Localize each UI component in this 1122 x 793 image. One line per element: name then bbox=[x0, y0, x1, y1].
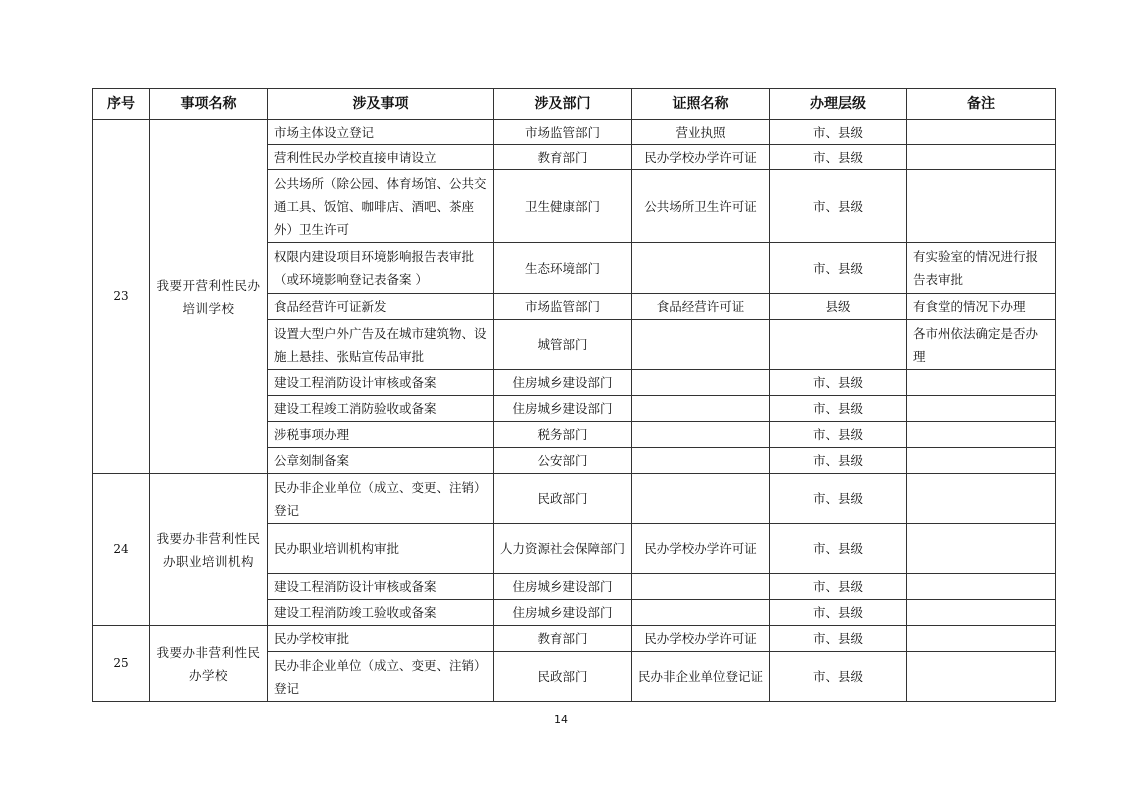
level-cell: 市、县级 bbox=[770, 626, 907, 652]
table-header-row bbox=[93, 89, 1056, 120]
cert-cell bbox=[632, 320, 770, 370]
item-cell: 食品经营许可证新发 bbox=[268, 294, 494, 320]
group-number: 24 bbox=[93, 474, 150, 626]
cert-cell bbox=[632, 396, 770, 422]
item-cell: 权限内建设项目环境影响报告表审批（或环境影响登记表备案 ） bbox=[268, 243, 494, 294]
item-cell: 建设工程消防设计审核或备案 bbox=[268, 574, 494, 600]
level-cell: 市、县级 bbox=[770, 145, 907, 170]
level-cell: 市、县级 bbox=[770, 396, 907, 422]
note-cell bbox=[907, 626, 1056, 652]
note-cell bbox=[907, 574, 1056, 600]
note-cell bbox=[907, 652, 1056, 702]
dept-cell: 教育部门 bbox=[494, 145, 632, 170]
cert-cell bbox=[632, 448, 770, 474]
group-name: 我要开营利性民办培训学校 bbox=[150, 120, 268, 474]
item-cell: 建设工程消防设计审核或备案 bbox=[268, 370, 494, 396]
dept-cell: 税务部门 bbox=[494, 422, 632, 448]
dept-cell: 市场监管部门 bbox=[494, 120, 632, 145]
header-cell: 事项名称 bbox=[150, 89, 268, 120]
dept-cell: 生态环境部门 bbox=[494, 243, 632, 294]
note-cell bbox=[907, 422, 1056, 448]
table-row bbox=[93, 474, 1056, 524]
level-cell: 市、县级 bbox=[770, 448, 907, 474]
dept-cell: 住房城乡建设部门 bbox=[494, 370, 632, 396]
level-cell: 市、县级 bbox=[770, 652, 907, 702]
note-cell bbox=[907, 600, 1056, 626]
dept-cell: 住房城乡建设部门 bbox=[494, 396, 632, 422]
note-cell bbox=[907, 170, 1056, 243]
dept-cell: 民政部门 bbox=[494, 652, 632, 702]
level-cell: 市、县级 bbox=[770, 474, 907, 524]
level-cell: 市、县级 bbox=[770, 574, 907, 600]
document-table bbox=[92, 88, 1056, 702]
cert-cell bbox=[632, 243, 770, 294]
level-cell: 市、县级 bbox=[770, 370, 907, 396]
note-cell bbox=[907, 396, 1056, 422]
item-cell: 民办非企业单位（成立、变更、注销）登记 bbox=[268, 652, 494, 702]
item-cell: 建设工程竣工消防验收或备案 bbox=[268, 396, 494, 422]
group-name: 我要办非营利性民办职业培训机构 bbox=[150, 474, 268, 626]
note-cell bbox=[907, 145, 1056, 170]
note-cell bbox=[907, 120, 1056, 145]
cert-cell: 食品经营许可证 bbox=[632, 294, 770, 320]
cert-cell bbox=[632, 422, 770, 448]
table-row bbox=[93, 626, 1056, 652]
item-cell: 建设工程消防竣工验收或备案 bbox=[268, 600, 494, 626]
table-row bbox=[93, 120, 1056, 145]
dept-cell: 民政部门 bbox=[494, 474, 632, 524]
dept-cell: 公安部门 bbox=[494, 448, 632, 474]
note-cell bbox=[907, 370, 1056, 396]
group-number: 23 bbox=[93, 120, 150, 474]
header-cell: 办理层级 bbox=[770, 89, 907, 120]
cert-cell bbox=[632, 474, 770, 524]
item-cell: 公共场所（除公园、体育场馆、公共交通工具、饭馆、咖啡店、酒吧、茶座外）卫生许可 bbox=[268, 170, 494, 243]
note-cell bbox=[907, 448, 1056, 474]
level-cell: 市、县级 bbox=[770, 524, 907, 574]
dept-cell: 住房城乡建设部门 bbox=[494, 600, 632, 626]
item-cell: 公章刻制备案 bbox=[268, 448, 494, 474]
item-cell: 民办学校审批 bbox=[268, 626, 494, 652]
item-cell: 民办职业培训机构审批 bbox=[268, 524, 494, 574]
item-cell: 涉税事项办理 bbox=[268, 422, 494, 448]
group-number: 25 bbox=[93, 626, 150, 702]
dept-cell: 市场监管部门 bbox=[494, 294, 632, 320]
level-cell: 市、县级 bbox=[770, 170, 907, 243]
cert-cell: 民办学校办学许可证 bbox=[632, 626, 770, 652]
note-cell bbox=[907, 524, 1056, 574]
cert-cell: 民办非企业单位登记证 bbox=[632, 652, 770, 702]
note-cell: 有实验室的情况进行报告表审批 bbox=[907, 243, 1056, 294]
group-name: 我要办非营利性民办学校 bbox=[150, 626, 268, 702]
item-cell: 设置大型户外广告及在城市建筑物、设施上悬挂、张贴宣传品审批 bbox=[268, 320, 494, 370]
dept-cell: 卫生健康部门 bbox=[494, 170, 632, 243]
item-cell: 民办非企业单位（成立、变更、注销）登记 bbox=[268, 474, 494, 524]
level-cell: 市、县级 bbox=[770, 422, 907, 448]
dept-cell: 教育部门 bbox=[494, 626, 632, 652]
note-cell: 有食堂的情况下办理 bbox=[907, 294, 1056, 320]
note-cell bbox=[907, 474, 1056, 524]
cert-cell: 公共场所卫生许可证 bbox=[632, 170, 770, 243]
header-cell: 证照名称 bbox=[632, 89, 770, 120]
note-cell: 各市州依法确定是否办理 bbox=[907, 320, 1056, 370]
dept-cell: 住房城乡建设部门 bbox=[494, 574, 632, 600]
header-cell: 涉及事项 bbox=[268, 89, 494, 120]
cert-cell bbox=[632, 370, 770, 396]
header-cell: 涉及部门 bbox=[494, 89, 632, 120]
level-cell: 市、县级 bbox=[770, 600, 907, 626]
cert-cell: 民办学校办学许可证 bbox=[632, 145, 770, 170]
cert-cell bbox=[632, 574, 770, 600]
item-cell: 营利性民办学校直接申请设立 bbox=[268, 145, 494, 170]
level-cell: 市、县级 bbox=[770, 243, 907, 294]
header-cell: 序号 bbox=[93, 89, 150, 120]
dept-cell: 人力资源社会保障部门 bbox=[494, 524, 632, 574]
dept-cell: 城管部门 bbox=[494, 320, 632, 370]
cert-cell: 民办学校办学许可证 bbox=[632, 524, 770, 574]
level-cell bbox=[770, 320, 907, 370]
cert-cell: 营业执照 bbox=[632, 120, 770, 145]
page-number: 14 bbox=[554, 713, 568, 726]
level-cell: 市、县级 bbox=[770, 120, 907, 145]
header-cell: 备注 bbox=[907, 89, 1056, 120]
level-cell: 县级 bbox=[770, 294, 907, 320]
cert-cell bbox=[632, 600, 770, 626]
item-cell: 市场主体设立登记 bbox=[268, 120, 494, 145]
